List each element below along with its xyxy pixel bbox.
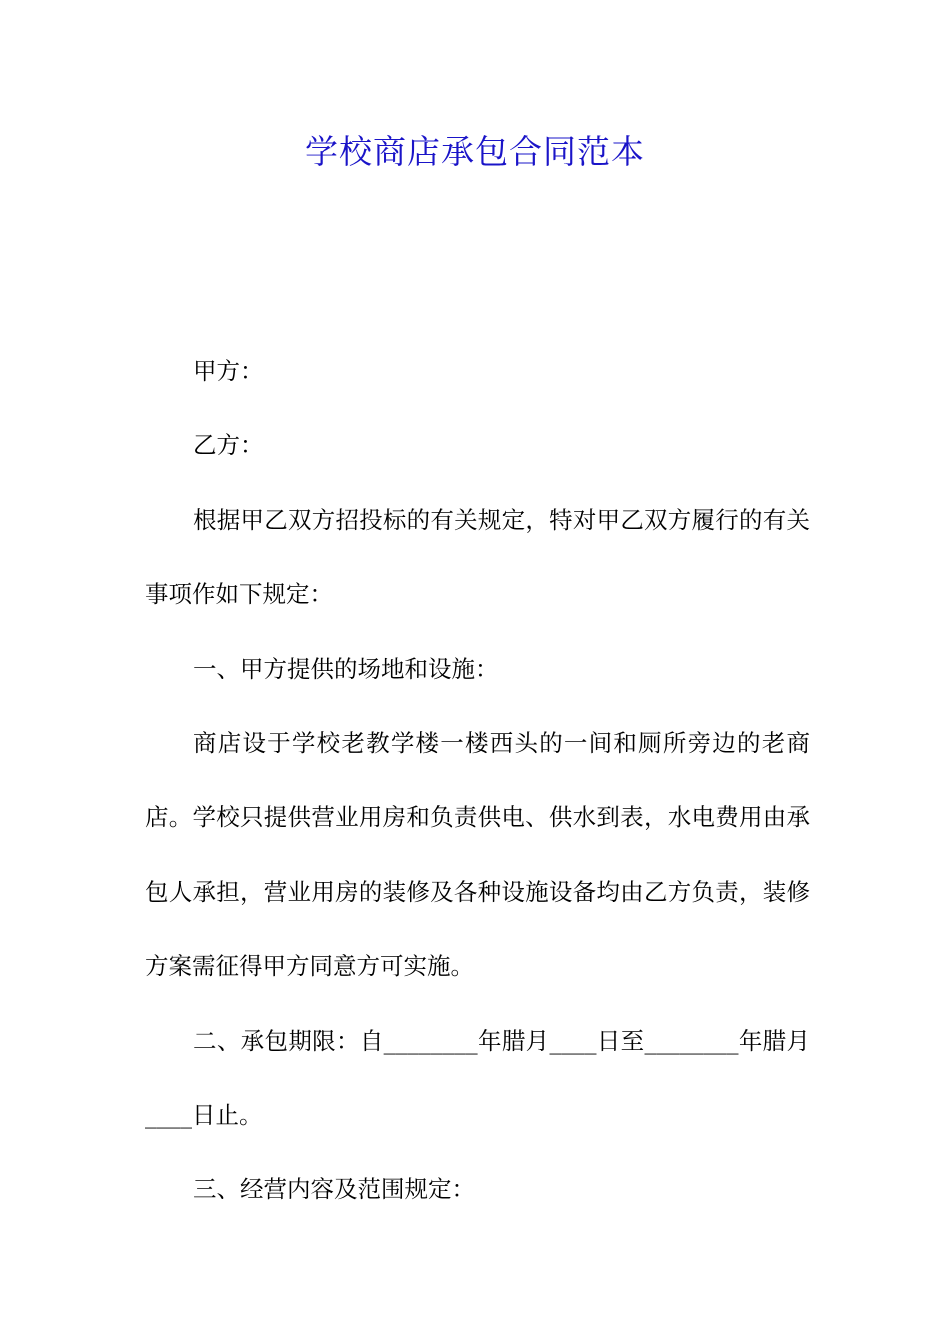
party-a-line: 甲方： (193, 357, 264, 385)
section-2-paragraph: 二、承包期限：自________年腊月____日至________年腊月____日止。 (145, 1026, 810, 1130)
party-b-line: 乙方： (193, 431, 264, 460)
document-title: 学校商店承包合同范本 (305, 132, 645, 171)
section-1-heading: 一、甲方提供的场地和设施： (193, 654, 499, 683)
document-body (145, 334, 810, 1227)
section-3-heading: 三、经营内容及范围规定： (193, 1175, 475, 1204)
section-1-paragraph: 商店设于学校老教学楼一楼西头的一间和厕所旁边的老商店。学校只提供营业用房和负责供电、供水到表，水电费用由承包人承担，营业用房的装修及各种设施设备均由乙方负责，装修方案需征得甲方同意方可实施。 (145, 729, 810, 981)
preamble-paragraph: 根据甲乙双方招投标的有关规定，特对甲乙双方履行的有关事项作如下规定： (145, 505, 810, 609)
